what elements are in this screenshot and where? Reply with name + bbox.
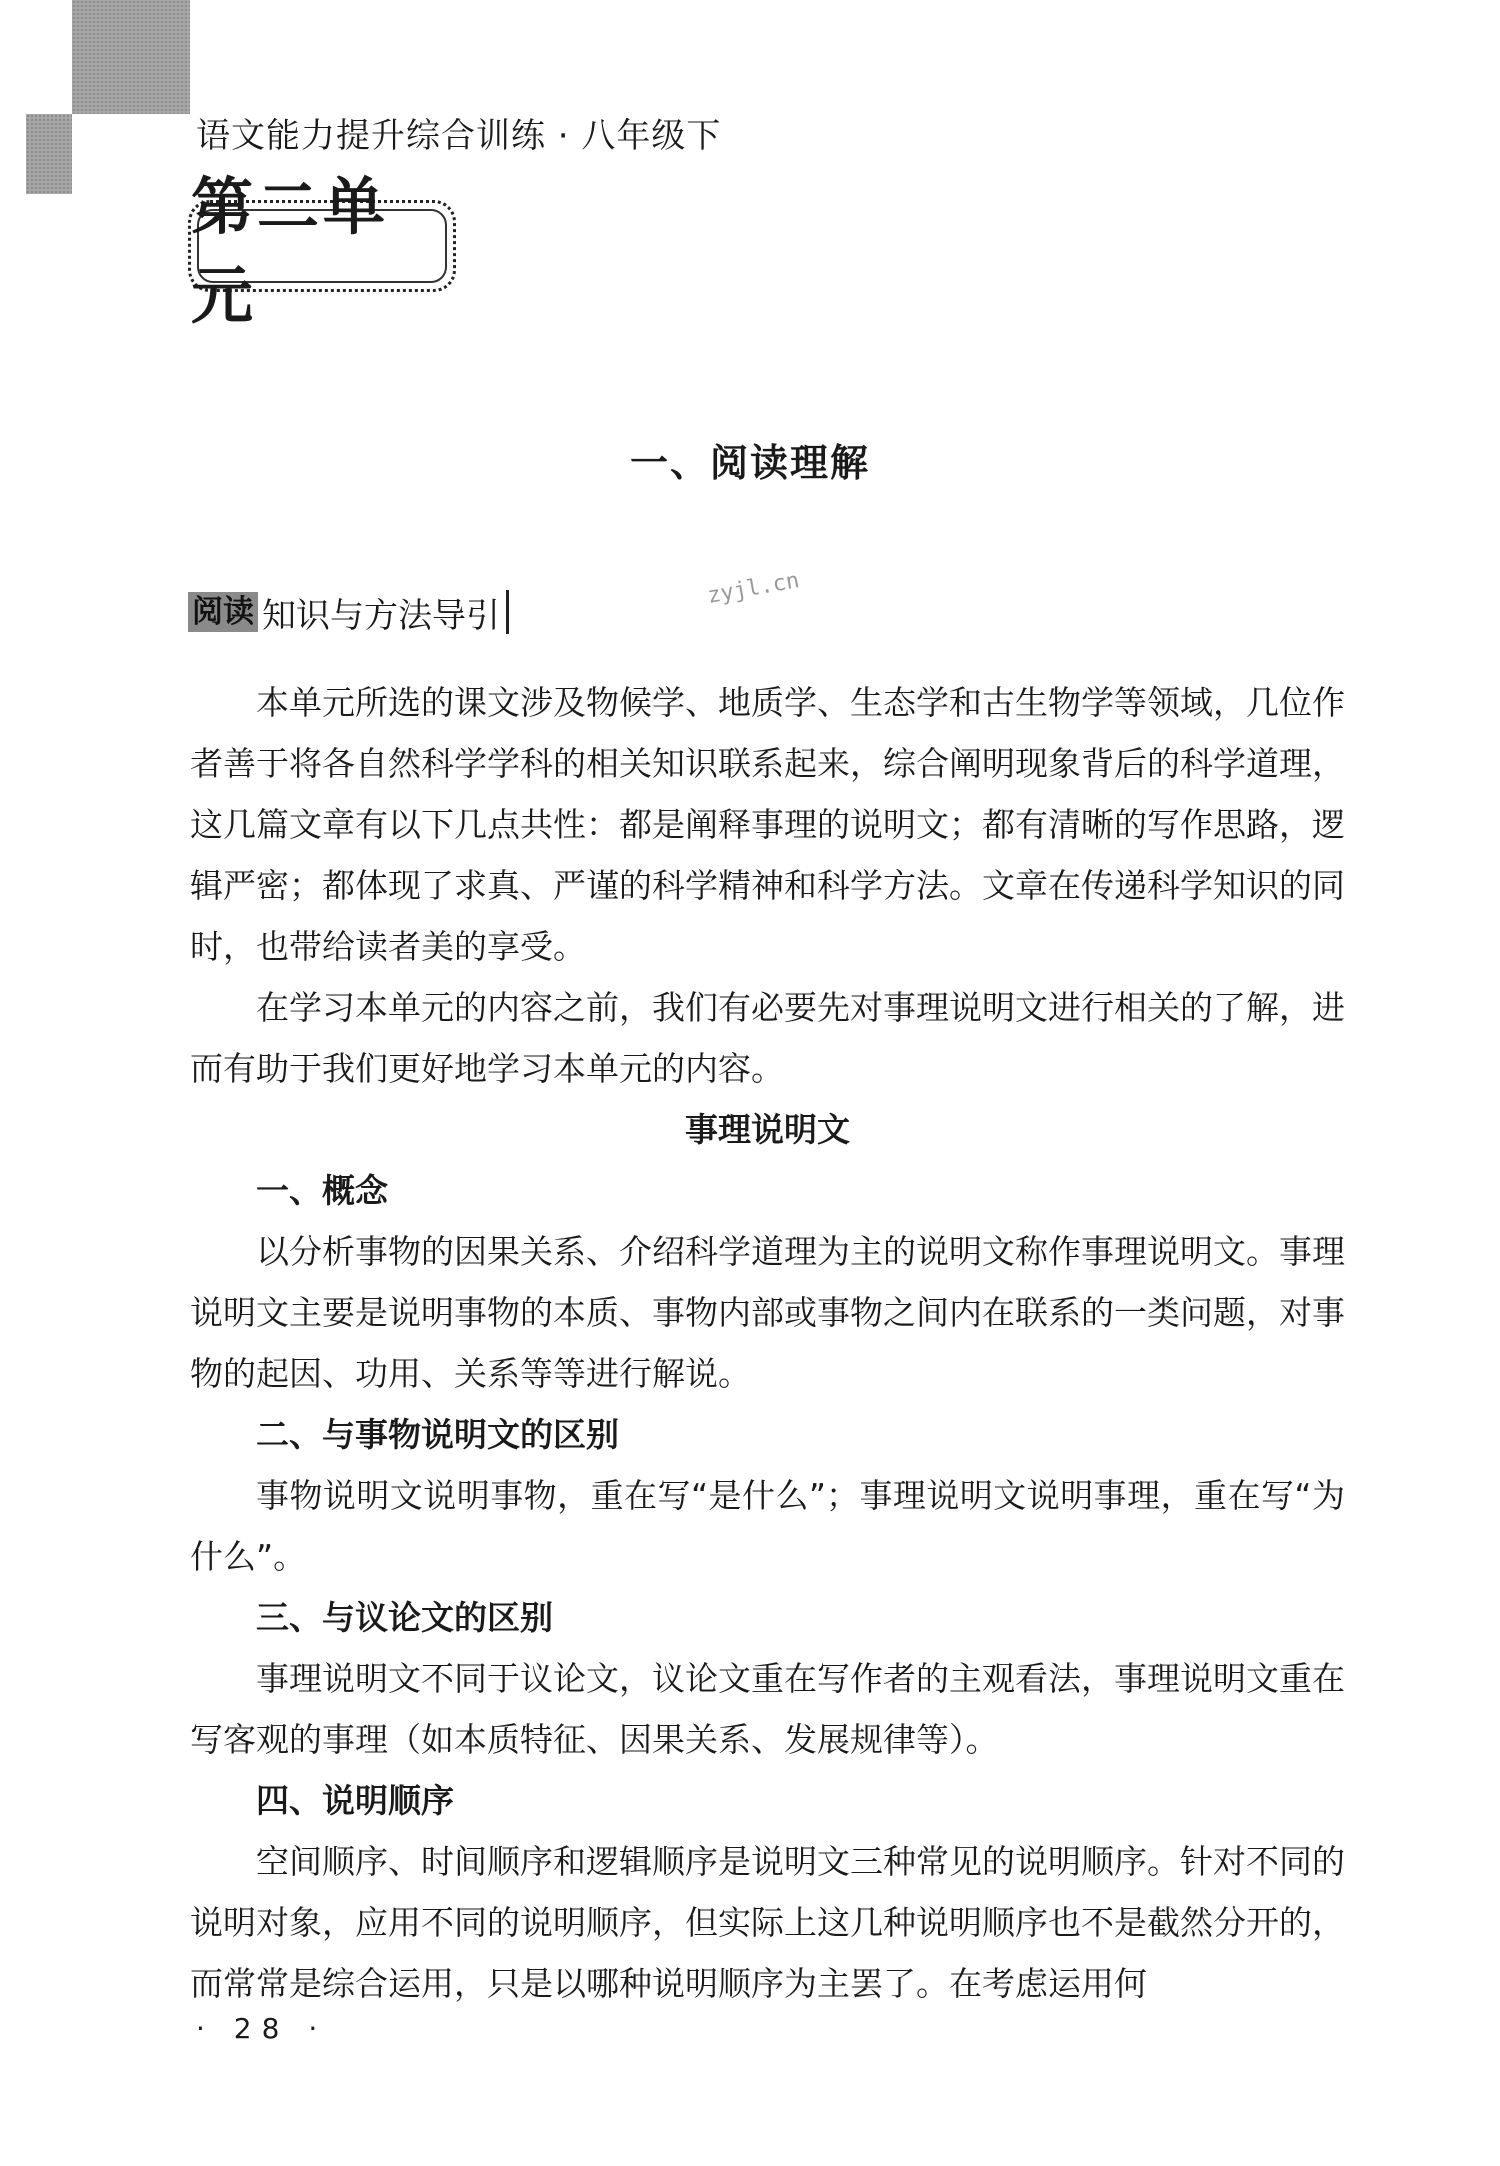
section-heading-order: 四、说明顺序: [256, 1781, 454, 1820]
unit-title: 第二单元: [191, 170, 390, 332]
article-title: 事理说明文: [685, 1110, 850, 1149]
guide-tag: 阅读: [188, 592, 258, 632]
section-text-vs-thing-exposition: 事物说明文说明事物，重在写“是什么”；事理说明文说明事理，重在写“为什么”。: [190, 1476, 1345, 1576]
decorative-square-top: [72, 0, 190, 114]
section-heading-concept: 一、概念: [256, 1171, 388, 1210]
section-text-order: 空间顺序、时间顺序和逻辑顺序是说明文三种常见的说明顺序。针对不同的说明对象，应用不同的说明顺序，但实际上这几种说明顺序也不是截然分开的，而常常是综合运用，只是以哪种说明顺序为主罢了。在考虑运用何: [190, 1842, 1345, 2003]
intro-paragraph: 本单元所选的课文涉及物候学、地质学、生态学和古生物学等领域，几位作者善于将各自然科学学科的相关知识联系起来，综合阐明现象背后的科学道理，这几篇文章有以下几点共性：都是阐释事理的说明文；都有清晰的写作思路，逻辑严密；都体现了求真、严谨的科学精神和科学方法。文章在传递科学知识的同时，也带给读者美的享受。: [190, 683, 1345, 966]
running-head: 语文能力提升综合训练 · 八年级下: [196, 116, 722, 156]
watermark: zyjl.cn: [705, 568, 802, 609]
section-heading-vs-thing-exposition: 二、与事物说明文的区别: [256, 1415, 619, 1454]
section-text-vs-argumentative: 事理说明文不同于议论文，议论文重在写作者的主观看法，事理说明文重在写客观的事理（如本质特征、因果关系、发展规律等）。: [190, 1659, 1345, 1759]
guide-title: 知识与方法导引: [262, 595, 500, 636]
page-number: · 28 ·: [196, 2012, 328, 2045]
section-title: 一、阅读理解: [629, 441, 870, 485]
section-heading-vs-argumentative: 三、与议论文的区别: [256, 1598, 553, 1637]
body-text: [190, 672, 1345, 2014]
decorative-square-left: [26, 114, 72, 194]
unit-title-frame: [188, 170, 456, 332]
guide-heading: [188, 590, 509, 634]
section-text-concept: 以分析事物的因果关系、介绍科学道理为主的说明文称作事理说明文。事理说明文主要是说明事物的本质、事物内部或事物之间内在联系的一类问题，对事物的起因、功用、关系等等进行解说。: [190, 1232, 1345, 1393]
intro-paragraph: 在学习本单元的内容之前，我们有必要先对事理说明文进行相关的了解，进而有助于我们更好地学习本单元的内容。: [190, 988, 1345, 1088]
